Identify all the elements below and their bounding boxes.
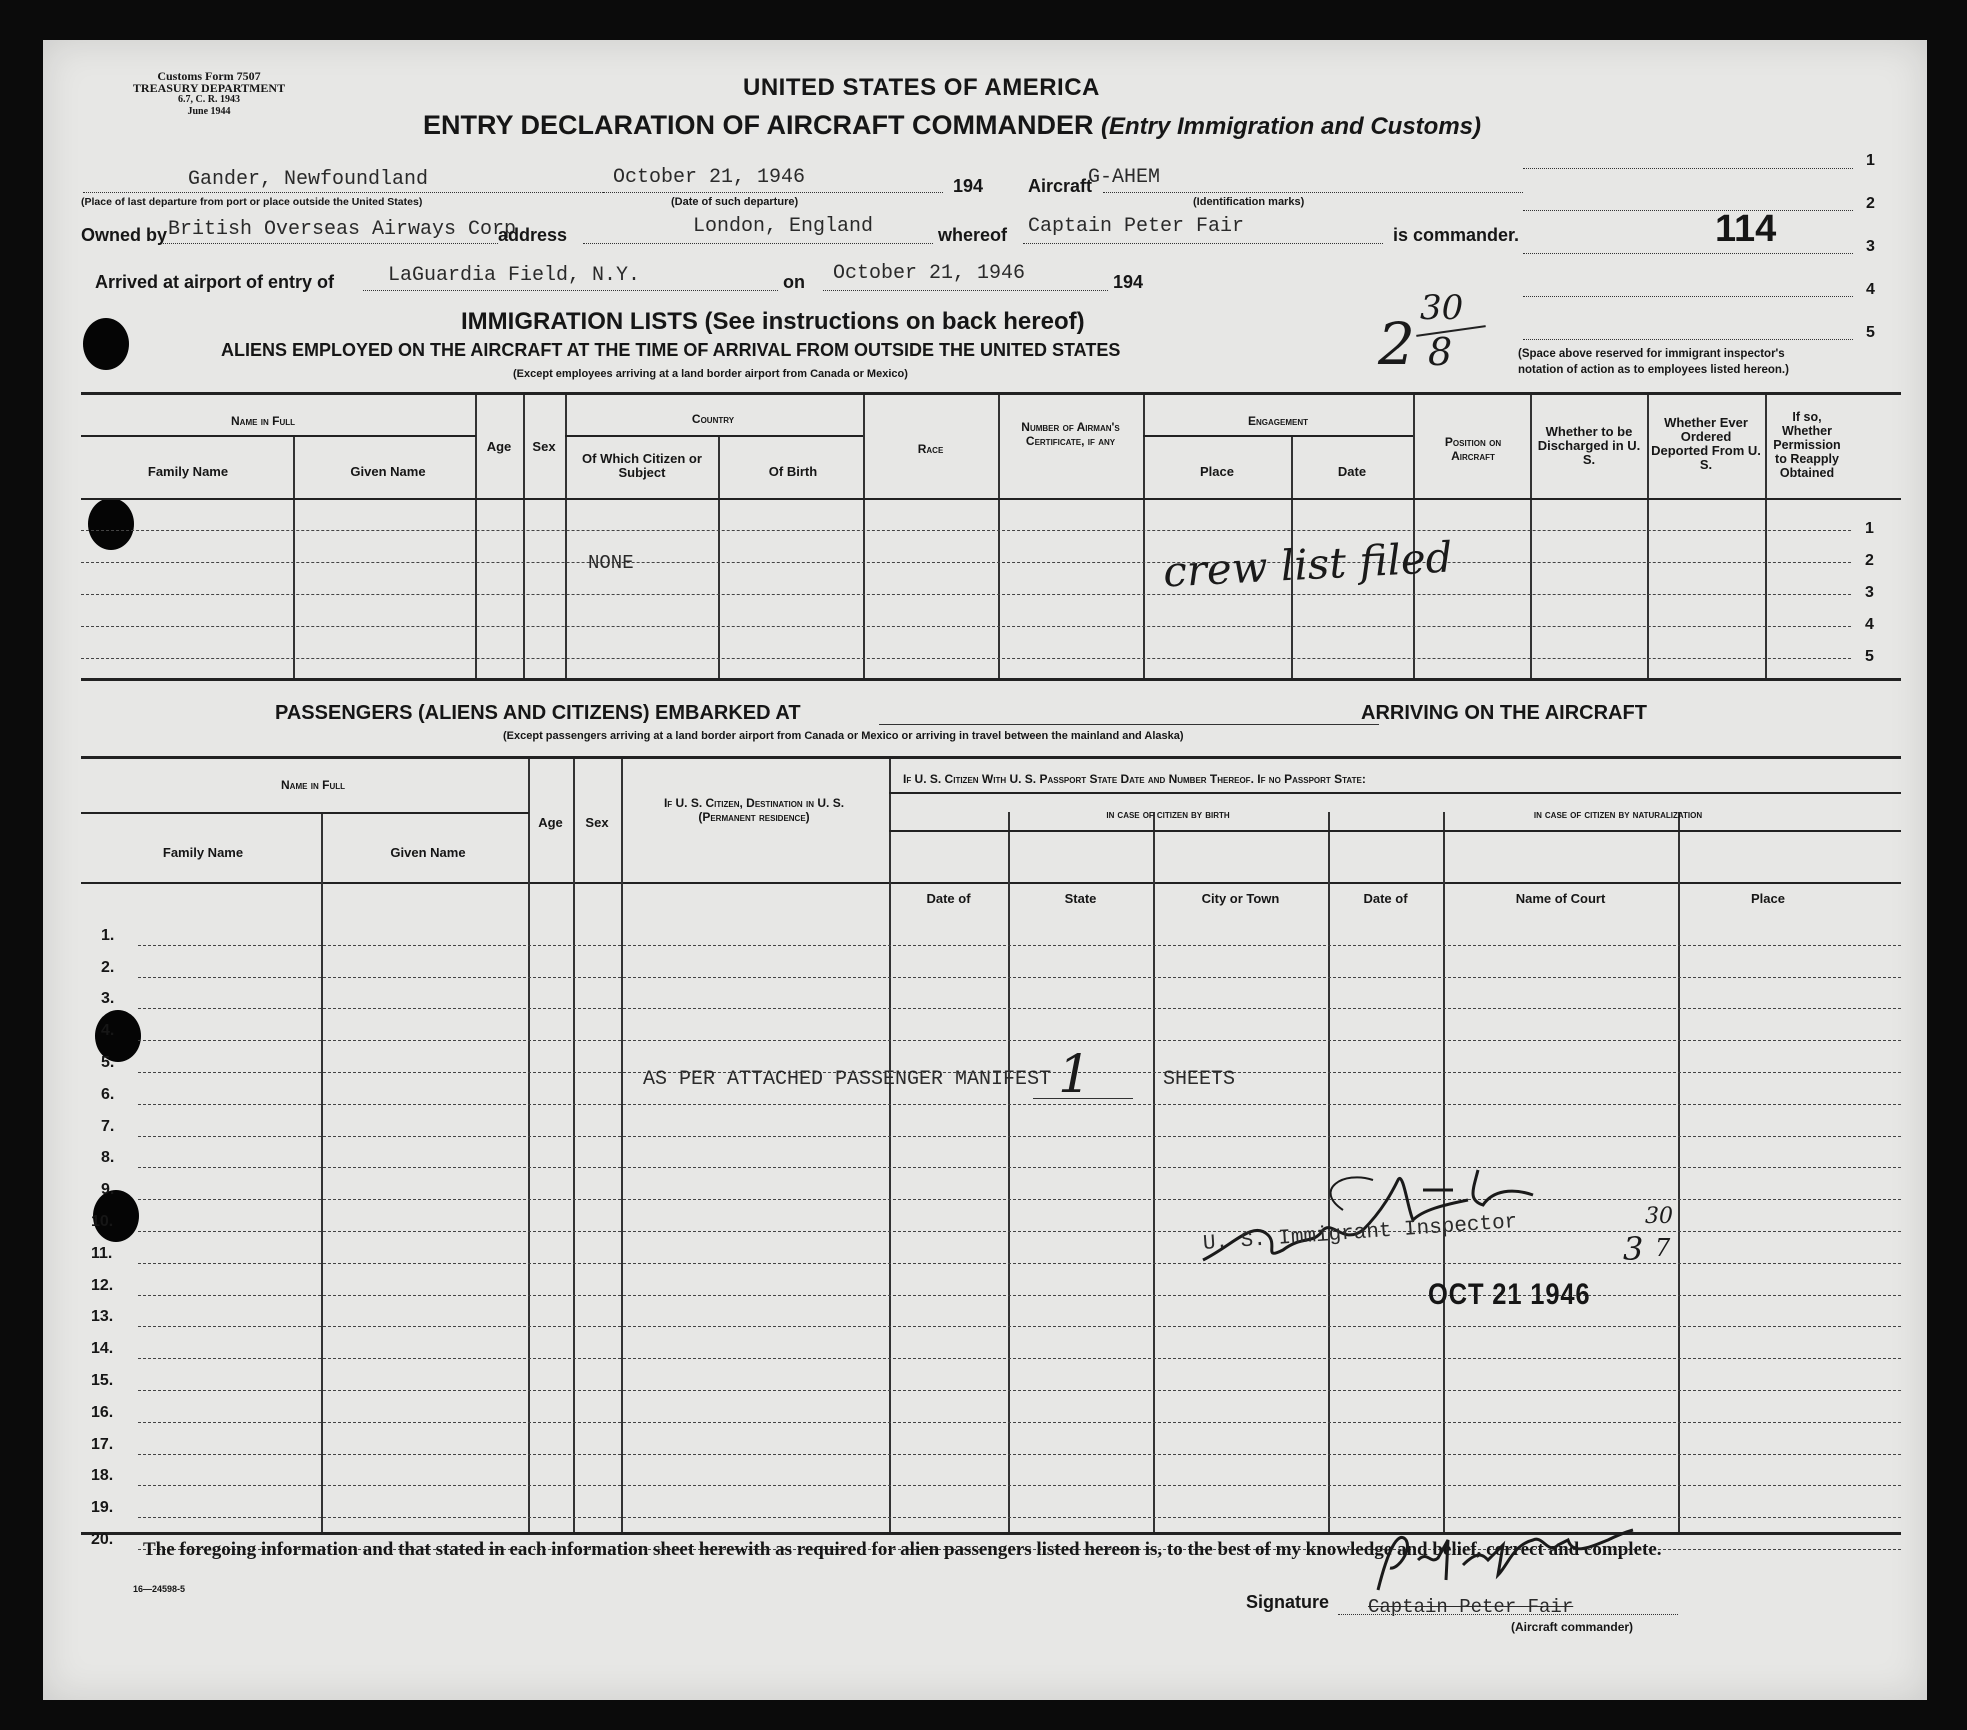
passenger-row-number: 11. bbox=[91, 1244, 113, 1262]
pcol-family-name: Family Name bbox=[162, 845, 244, 860]
is-commander-label: is commander. bbox=[1393, 225, 1520, 245]
col-permission: If so, Whether Permission to Reapply Obtained bbox=[1773, 410, 1841, 480]
alien-row-number: 4 bbox=[1865, 616, 1874, 633]
passenger-row bbox=[138, 1295, 1901, 1296]
inspector-title: U. S. Immigrant Inspector bbox=[1202, 1211, 1519, 1256]
pcol-name-in-full: Name in Full bbox=[281, 778, 345, 792]
manifest-count: 1 bbox=[1058, 1045, 1092, 1105]
col-age: Age bbox=[486, 439, 512, 454]
col-family-name: Family Name bbox=[147, 464, 229, 479]
immigration-title: IMMIGRATION LISTS (See instructions on back hereof) bbox=[461, 308, 1085, 335]
commander-name: Captain Peter Fair bbox=[1028, 215, 1245, 238]
pcol-state: State bbox=[1064, 891, 1097, 906]
passenger-row bbox=[138, 1358, 1901, 1359]
passenger-row-number: 15. bbox=[91, 1372, 114, 1389]
passenger-row bbox=[138, 1422, 1901, 1423]
whereof-label: whereof bbox=[938, 225, 1008, 245]
passenger-row-number: 5. bbox=[101, 1054, 115, 1071]
margin-number: 5 bbox=[1866, 324, 1875, 341]
passenger-row-number: 4. bbox=[101, 1022, 115, 1040]
immigration-subtitle: ALIENS EMPLOYED ON THE AIRCRAFT AT THE TIME OF ARRIVAL FROM OUTSIDE THE UNITED STATES bbox=[221, 340, 1121, 360]
passenger-row-number: 16. bbox=[91, 1403, 114, 1421]
col-citizen-of: Of Which Citizen or Subject bbox=[582, 451, 702, 480]
arrival-date: October 21, 1946 bbox=[833, 262, 1026, 285]
col-eng-place: Place bbox=[1200, 464, 1234, 479]
arrival-airport: LaGuardia Field, N.Y. bbox=[388, 264, 641, 287]
passenger-row bbox=[138, 1104, 1901, 1105]
title-country: UNITED STATES OF AMERICA bbox=[743, 74, 1100, 101]
passenger-row-number: 10. bbox=[91, 1213, 114, 1230]
punch-hole bbox=[83, 318, 129, 370]
date-stamp: OCT 21 1946 bbox=[1428, 1278, 1591, 1311]
on-label: on bbox=[783, 272, 805, 292]
passenger-row bbox=[138, 1485, 1901, 1486]
aircraft-label: Aircraft bbox=[1028, 176, 1093, 196]
alien-row-number: 1 bbox=[1865, 520, 1874, 537]
passengers-title-left: PASSENGERS (ALIENS AND CITIZENS) EMBARKED AT bbox=[275, 702, 801, 724]
address-label: address bbox=[498, 225, 568, 245]
alien-row-number: 2 bbox=[1865, 552, 1874, 569]
passenger-row bbox=[138, 1167, 1901, 1168]
passenger-row-number: 20. bbox=[91, 1531, 114, 1548]
manifest-text: AS PER ATTACHED PASSENGER MANIFEST bbox=[643, 1068, 1052, 1091]
footer-declaration: The foregoing information and that stated in each information sheet herewith as required for alien passengers listed hereon is, to the best of my knowledge and belief, correct and complete. bbox=[143, 1539, 1662, 1560]
aircraft-caption: (Identification marks) bbox=[1193, 196, 1305, 208]
pcol-by-naturalization: in case of citizen by naturalization bbox=[1533, 809, 1703, 821]
passenger-row bbox=[138, 1040, 1901, 1041]
departure-date: October 21, 1946 bbox=[613, 166, 806, 189]
departure-place-caption: (Place of last departure from port or place outside the United States) bbox=[81, 196, 423, 208]
aliens-none-entry: NONE bbox=[588, 552, 634, 574]
pcol-by-birth: in case of citizen by birth bbox=[1106, 809, 1230, 821]
alien-row-number: 3 bbox=[1865, 584, 1874, 601]
pcol-passport: If U. S. Citizen With U. S. Passport State Date and Number Thereof. If no Passport State: bbox=[903, 772, 1366, 786]
immigration-except: (Except employees arriving at a land border airport from Canada or Mexico) bbox=[513, 368, 908, 380]
passenger-row-number: 1. bbox=[101, 926, 115, 944]
owned-by-label: Owned by bbox=[81, 225, 168, 245]
passenger-row-number: 6. bbox=[101, 1085, 115, 1103]
col-name-in-full: Name in Full bbox=[231, 414, 295, 428]
passenger-row bbox=[138, 1008, 1901, 1009]
signature-name: Captain Peter Fair bbox=[1368, 1596, 1574, 1618]
passenger-row-number: 13. bbox=[91, 1308, 114, 1326]
pcol-destination: If U. S. Citizen, Destination in U. S. (Permanent residence) bbox=[663, 796, 845, 824]
sheet-number: 114 bbox=[1715, 208, 1777, 250]
manifest-sheets: SHEETS bbox=[1163, 1068, 1236, 1091]
passengers-title-right: ARRIVING ON THE AIRCRAFT bbox=[1361, 702, 1647, 724]
pcol-sex: Sex bbox=[585, 815, 609, 830]
signature-label: Signature bbox=[1246, 1592, 1330, 1612]
punch-hole bbox=[88, 498, 134, 550]
aircraft-id: G-AHEM bbox=[1088, 166, 1161, 189]
print-code: 16—24598-5 bbox=[133, 1584, 186, 1594]
title-sub: (Entry Immigration and Customs) bbox=[1100, 113, 1482, 140]
pcol-given-name: Given Name bbox=[390, 845, 466, 860]
col-airman-cert: Number of Airman's Certificate, if any bbox=[1021, 420, 1120, 448]
passenger-row-number: 7. bbox=[101, 1117, 115, 1135]
owner-name: British Overseas Airways Corp bbox=[168, 218, 517, 241]
pcol-age: Age bbox=[538, 815, 563, 830]
passenger-row-number: 2. bbox=[101, 958, 115, 976]
pcol-place: Place bbox=[1751, 891, 1785, 906]
margin-number: 4 bbox=[1866, 281, 1875, 298]
margin-number: 1 bbox=[1866, 152, 1875, 169]
title-main: ENTRY DECLARATION OF AIRCRAFT COMMANDER (Entry Immigration and Customs) bbox=[423, 110, 1482, 140]
passenger-row-number: 8. bbox=[101, 1149, 115, 1167]
crew-list-note: crew list filed bbox=[1161, 532, 1454, 597]
passenger-row bbox=[138, 1136, 1901, 1137]
form-identifier: Customs Form 7507 TREASURY DEPARTMENT 6.7, C. R. 1943 June 1944 bbox=[132, 69, 286, 117]
signature-caption: (Aircraft commander) bbox=[1511, 1620, 1634, 1634]
passenger-row bbox=[138, 1199, 1901, 1200]
margin-number: 2 bbox=[1866, 195, 1875, 212]
passenger-row bbox=[138, 977, 1901, 978]
pcol-date-of-naturalization: Date of bbox=[1363, 891, 1408, 906]
passenger-row bbox=[138, 1454, 1901, 1455]
passenger-row bbox=[138, 1326, 1901, 1327]
passenger-row-number: 19. bbox=[91, 1499, 114, 1517]
arrival-year-prefix: 194 bbox=[1113, 272, 1144, 292]
passenger-row-number: 3. bbox=[101, 990, 115, 1008]
passenger-row-number: 9. bbox=[101, 1181, 115, 1199]
arrived-label: Arrived at airport of entry of bbox=[95, 272, 335, 292]
inspector-note-line-2: notation of action as to employees listed hereon.) bbox=[1518, 364, 1789, 376]
passenger-row-number: 17. bbox=[91, 1435, 114, 1453]
col-of-birth: Of Birth bbox=[768, 464, 818, 479]
col-engagement: Engagement bbox=[1247, 414, 1308, 428]
inspector-note-line-1: (Space above reserved for immigrant inspector's bbox=[1518, 348, 1785, 360]
owner-address: London, England bbox=[693, 215, 874, 238]
declaration-form: Customs Form 7507 TREASURY DEPARTMENT 6.7, C. R. 1943 June 1944 UNITED STATES OF AMERICA ENTRY DECLARATION OF AIRCRAFT COMMANDER (Entry Immigration and Customs) Gander, Newfoundland (Place of last departure from port or place outside the United States) October 21, 1946 (Date of such departure) 194 Aircraft G-AHEM (Identification marks) Owned by British Overseas Airways Corp address London, England whereof Captain Peter Fair is commander. 114 Arrived at airport of entry of LaGuardia Field, N.Y. on October 21, 1946 194 1 2 3 4 5 (Space above reserved for immigrant inspector's notation of action as to employees listed hereon.) IMMIGRATION LISTS (See instructions on back hereof) ALIENS EMPLOYED ON THE AIRCRAFT AT THE TIME OF ARRIVAL FROM OUTSIDE THE UNITED STATES (Except employees arriving at a land border airport from Canada or Mexico) 2 30 8 Name in Full Family Name Given Name Age Sex Country Of Which Citizen or Subject Of Birth Race Number of Airman's Certificate, if any Engagement Place Date Position on Aircraft Whether to be Discharged in U. S. Whether Ever Ordered Deported From U. S. If so, Whether Permission to Reapply Obtained 1 2 3 4 5 NONE crew list filed PASSENGERS (ALIENS AND CITIZENS) EMBARKED AT ARRIVING ON THE AIRCRAFT (Except passengers arriving at a land border airport from Canada or Mexico or arriving in travel between the mainland and Alaska) Name in Full Family Name Given Name Age Sex If U. S. Citizen, Destination in U. S. (Permanent residence) If U. S. Citizen With U. S. Passport State Date and Number Thereof. If no Passport State: in case of citizen by birth in case of citizen by naturalization Date of State City or Town Date of Name of Court Place 1. 2. 3. 4. 5. 6. 7. 8. 9. 10. 11. 12. 13. 14. 15. 16. 17. 18. 19. 20. AS PER ATTACHED PASSENGER MANIFEST 1 SHEETS U. S. Immigrant Inspector 3 30 7 OCT 21 1946 The foregoing information and that stated in each information sheet herewith as required for alien passengers listed hereon is, to the best of my knowledge and belief, correct and complete. 16—24598-5 Signature Captain Peter Fair (Aircraft commander) bbox=[43, 40, 1927, 1700]
col-eng-date: Date bbox=[1337, 464, 1367, 479]
departure-year-prefix: 194 bbox=[953, 176, 984, 196]
departure-date-caption: (Date of such departure) bbox=[671, 196, 799, 208]
alien-row-number: 5 bbox=[1865, 648, 1874, 665]
col-sex: Sex bbox=[532, 439, 556, 454]
passenger-row-number: 18. bbox=[91, 1467, 114, 1485]
margin-number: 3 bbox=[1866, 238, 1875, 255]
pcol-city: City or Town bbox=[1201, 891, 1280, 906]
col-race: Race bbox=[917, 442, 944, 456]
passenger-row-number: 12. bbox=[91, 1276, 114, 1294]
departure-place: Gander, Newfoundland bbox=[188, 168, 429, 191]
col-country: Country bbox=[691, 412, 735, 426]
passenger-row bbox=[138, 945, 1901, 946]
col-position: Position on Aircraft bbox=[1444, 435, 1502, 463]
col-discharged: Whether to be Discharged in U. S. bbox=[1537, 424, 1641, 467]
col-given-name: Given Name bbox=[350, 464, 426, 479]
pcol-court: Name of Court bbox=[1515, 891, 1606, 906]
pcol-date-of: Date of bbox=[926, 891, 971, 906]
col-deported: Whether Ever Ordered Deported From U. S. bbox=[1651, 415, 1761, 472]
commander-signature bbox=[1368, 1510, 1648, 1605]
passenger-row bbox=[138, 1390, 1901, 1391]
passengers-except: (Except passengers arriving at a land border airport from Canada or Mexico or arriving in travel between the mainland and Alaska) bbox=[503, 730, 1184, 742]
passenger-row-number: 14. bbox=[91, 1340, 114, 1358]
